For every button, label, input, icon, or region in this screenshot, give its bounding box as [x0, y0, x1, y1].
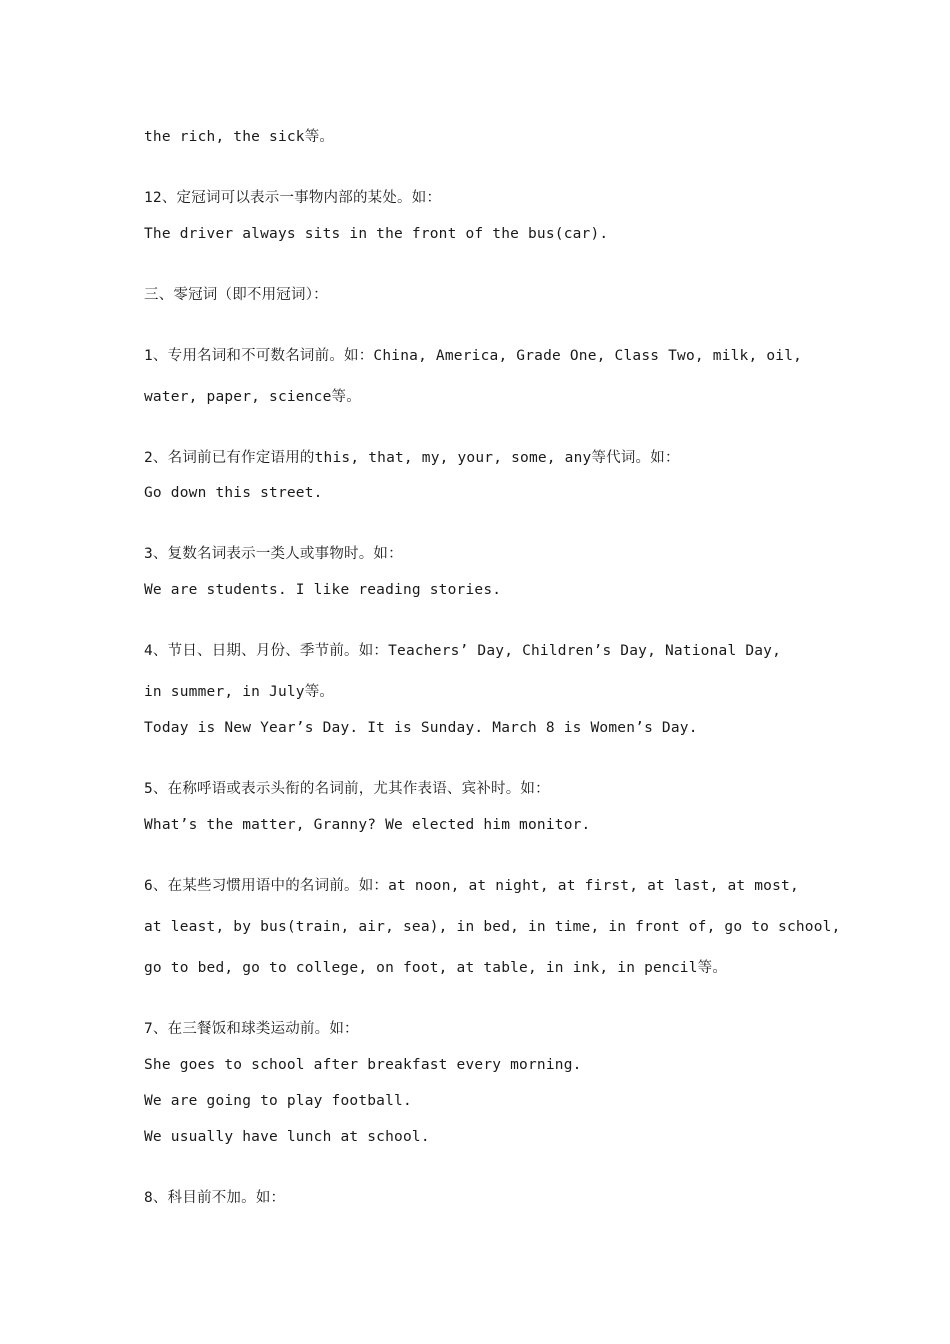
example-sentence: Today is New Year’s Day. It is Sunday. March 8 is Women’s Day.	[144, 720, 698, 736]
rule-heading: 7、在三餐饭和球类运动前。如：	[144, 1021, 359, 1037]
text-line: in summer, in July等。	[144, 684, 335, 700]
rule-heading: 12、定冠词可以表示一事物内部的某处。如：	[144, 190, 442, 206]
text-line: go to bed, go to college, on foot, at table, in ink, in pencil等。	[144, 960, 728, 976]
example-sentence: What’s the matter, Granny? We elected him monitor.	[144, 817, 591, 833]
example-sentence: We usually have lunch at school.	[144, 1129, 430, 1145]
example-sentence: We are students. I like reading stories.	[144, 582, 502, 598]
example-sentence: The driver always sits in the front of the bus(car).	[144, 226, 609, 242]
text-line: the rich, the sick等。	[144, 129, 335, 145]
example-sentence: We are going to play football.	[144, 1093, 412, 1109]
text-line: at least, by bus(train, air, sea), in bed, in time, in front of, go to school,	[144, 919, 841, 935]
rule-heading: 2、名词前已有作定语用的this, that, my, your, some, any等代词。如：	[144, 450, 680, 466]
section-heading: 三、零冠词（即不用冠词）：	[144, 287, 328, 303]
rule-heading: 1、专用名词和不可数名词前。如：China, America, Grade One, Class Two, milk, oil,	[144, 348, 803, 364]
rule-heading: 5、在称呼语或表示头衔的名词前，尤其作表语、宾补时。如：	[144, 781, 550, 797]
rule-heading: 6、在某些习惯用语中的名词前。如：at noon, at night, at first, at last, at most,	[144, 878, 799, 894]
rule-heading: 8、科目前不加。如：	[144, 1190, 286, 1206]
rule-heading: 3、复数名词表示一类人或事物时。如：	[144, 546, 403, 562]
example-sentence: Go down this street.	[144, 485, 323, 501]
text-line: water, paper, science等。	[144, 389, 361, 405]
example-sentence: She goes to school after breakfast every morning.	[144, 1057, 582, 1073]
rule-heading: 4、节日、日期、月份、季节前。如：Teachers’ Day, Children’s Day, National Day,	[144, 643, 782, 659]
